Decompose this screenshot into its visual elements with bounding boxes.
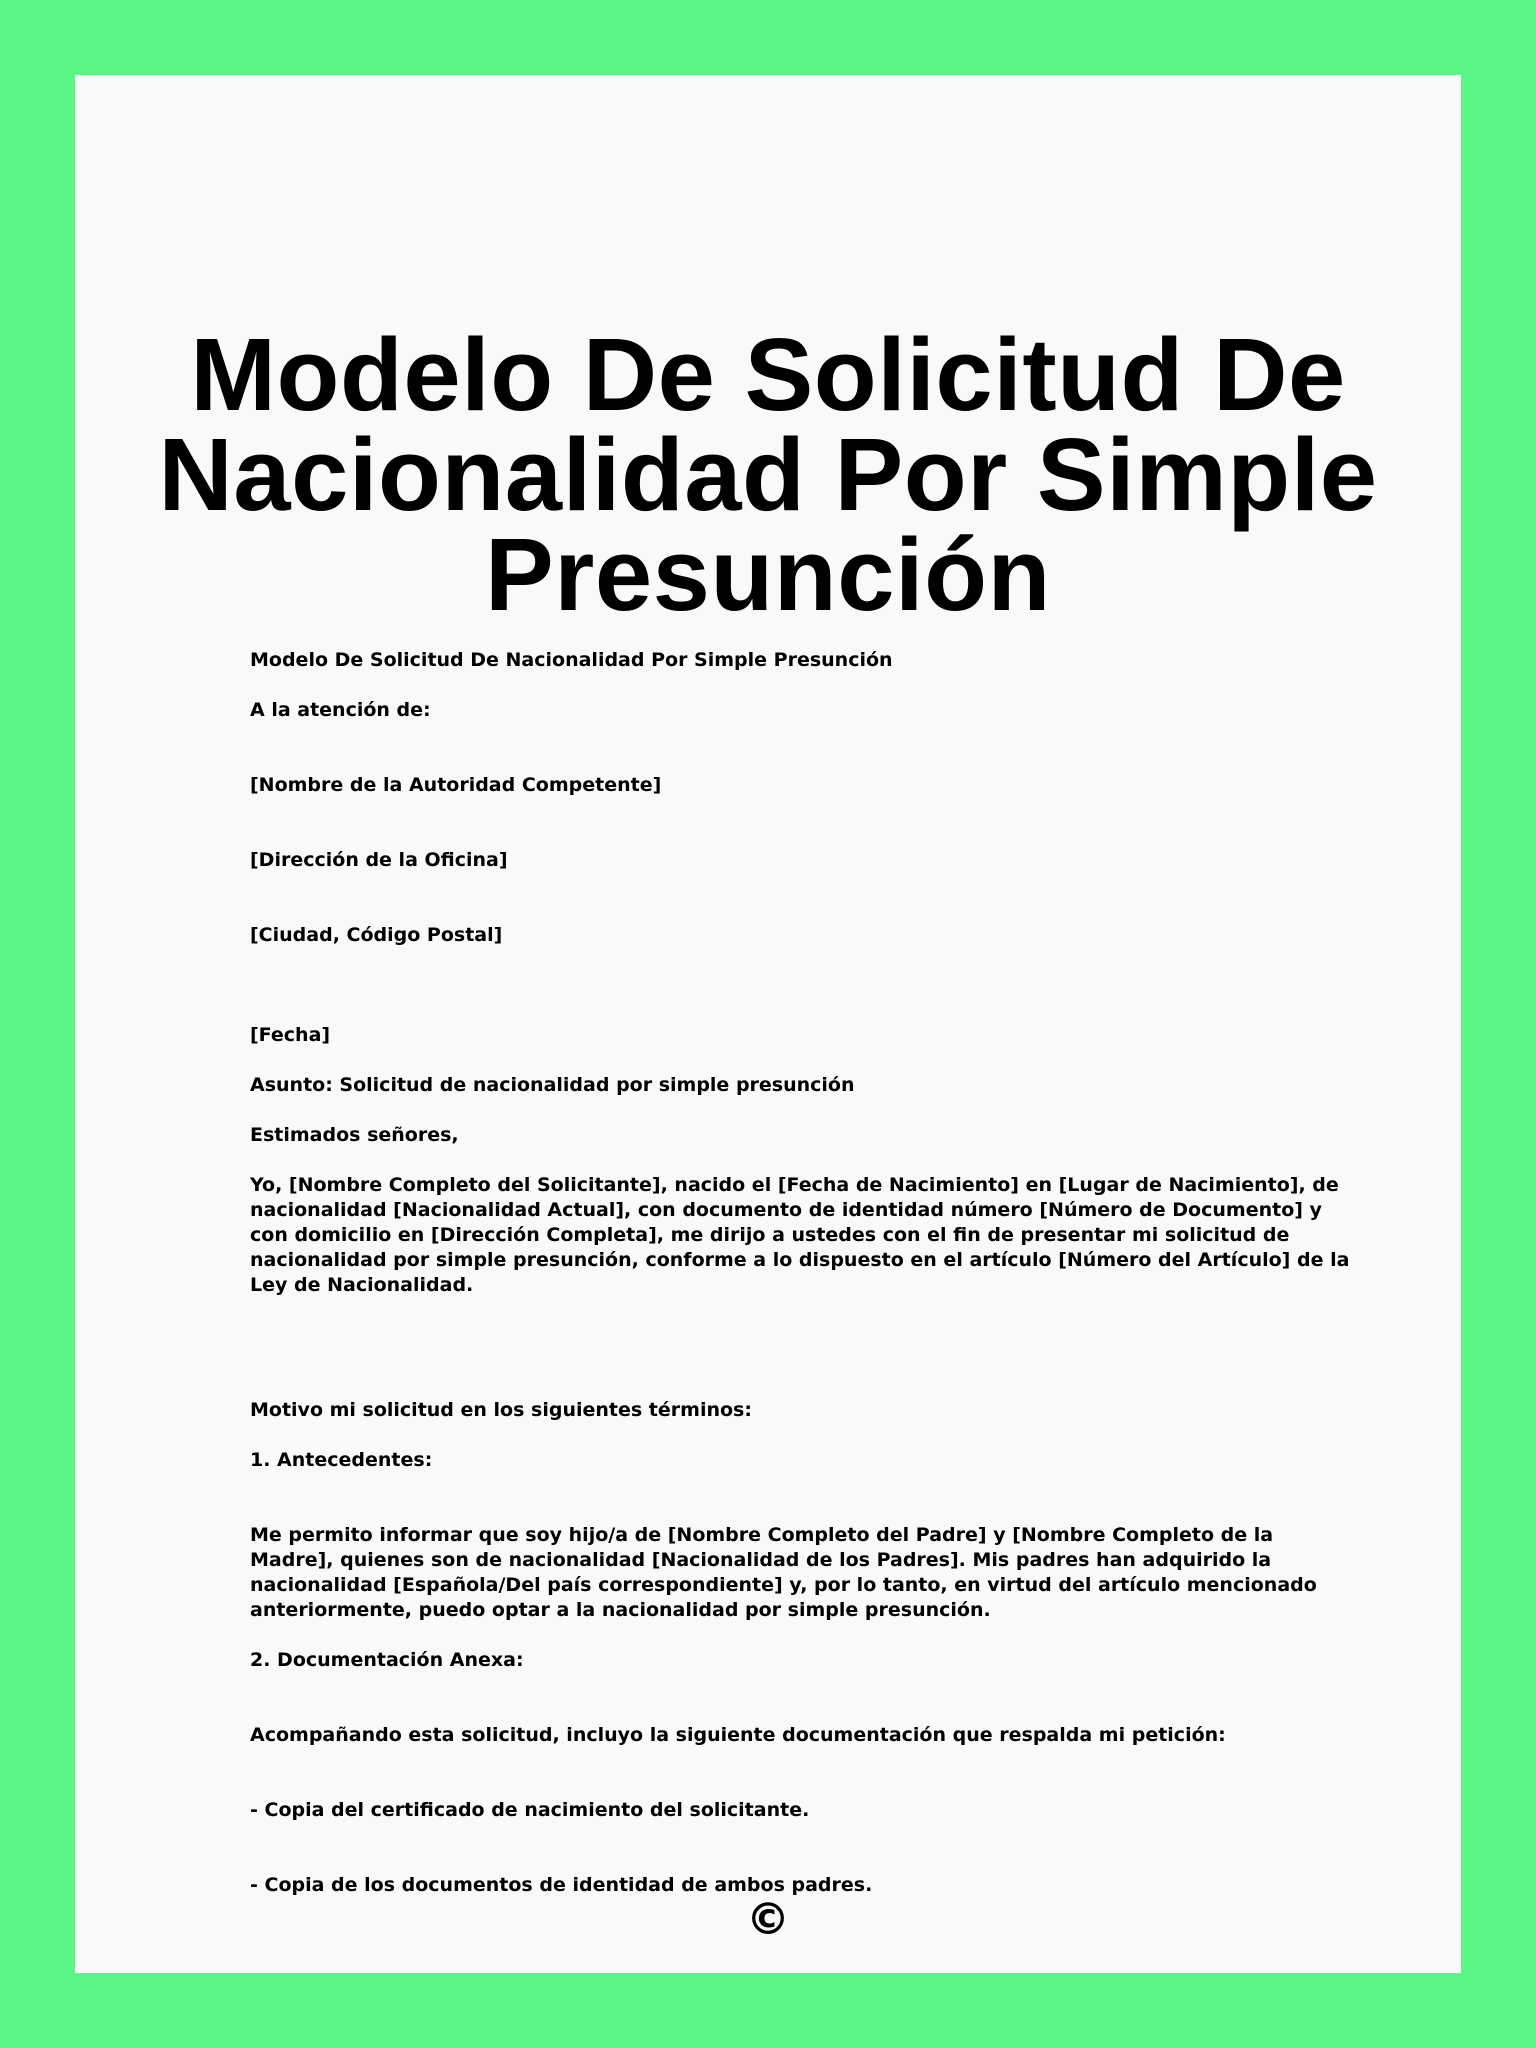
intro-paragraph: Yo, [Nombre Completo del Solicitante], nacido el [Fecha de Nacimiento] en [Lugar de Nacimiento], de nacionalidad [Nacionalidad Actual], con documento de identidad número [Número de Documento] y con domicilio en [Dirección Completa], me dirijo a ustedes con el fin de presentar mi solicitud de nacionalidad por simple presunción, conforme a lo dispuesto en el artículo [Número del Artículo] de la Ley de Nacionalidad. [250,1174,1350,1296]
section-heading-documentacion: 2. Documentación Anexa: [250,1649,524,1671]
documentacion-intro: Acompañando esta solicitud, incluyo la siguiente documentación que respalda mi petición: [250,1724,1226,1746]
antecedentes-paragraph: Me permito informar que soy hijo/a de [Nombre Completo del Padre] y [Nombre Completo de la Madre], quienes son de nacionalidad [Nacionalidad de los Padres]. Mis padres han adquirido la nacionalidad [Española/Del país correspondiente] y, por lo tanto, en virtud del artículo mencionado anteriormente, puedo optar a la nacionalidad por simple presunción. [250,1524,1317,1621]
attention-line: A la atención de: [250,699,431,721]
copyright-icon: © [746,1894,790,1945]
section-heading-antecedentes: 1. Antecedentes: [250,1449,433,1471]
city-postal-code: [Ciudad, Código Postal] [250,924,503,946]
salutation: Estimados señores, [250,1124,459,1146]
date-line: [Fecha] [250,1024,331,1046]
authority-name: [Nombre de la Autoridad Competente] [250,774,662,796]
list-item: - Copia de los documentos de identidad de ambos padres. [250,1874,873,1896]
subject-line: Asunto: Solicitud de nacionalidad por simple presunción [250,1074,855,1096]
motive-line: Motivo mi solicitud en los siguientes términos: [250,1399,752,1421]
letter-heading: Modelo De Solicitud De Nacionalidad Por Simple Presunción [250,649,893,671]
document-page [75,75,1461,1973]
page-title: Modelo De Solicitud De Nacionalidad Por Simple Presunción [158,317,1378,632]
list-item: - Copia del certificado de nacimiento del solicitante. [250,1799,810,1821]
office-address: [Dirección de la Oficina] [250,849,508,871]
